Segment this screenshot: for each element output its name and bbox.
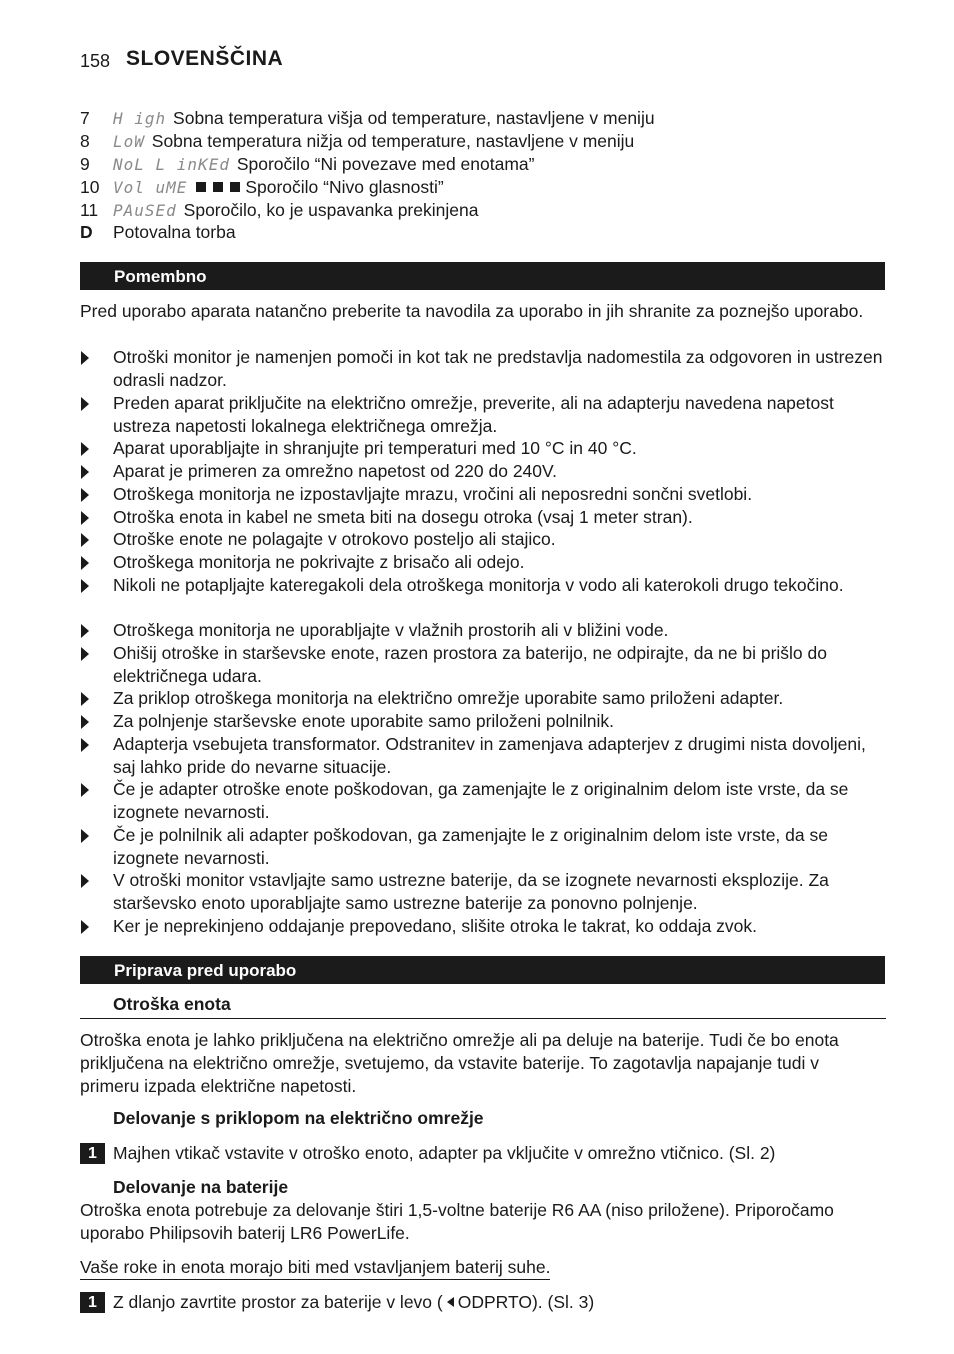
legend-number: 9 bbox=[80, 154, 90, 174]
bullet-arrow-icon bbox=[81, 829, 89, 843]
legend-number: 8 bbox=[80, 131, 90, 151]
lcd-display-text: PAuSEd bbox=[113, 201, 177, 220]
section-title: Priprava pred uporabo bbox=[114, 961, 297, 980]
bullet-text: V otroški monitor vstavljajte samo ustrezne baterije, da se izognete nevarnosti eksplozije. Za starševsko enoto uporabljajte samo ustrezne baterije za ponovno polnjenje. bbox=[113, 870, 829, 913]
step-text: Majhen vtikač vstavite v otroško enoto, adapter pa vključite v omrežno vtičnico. (Sl. 2) bbox=[113, 1143, 776, 1163]
page-number: 158 bbox=[80, 51, 111, 71]
step-text bbox=[113, 1291, 888, 1314]
legend-text: Sobna temperatura nižja od temperature, nastavljene v meniju bbox=[151, 131, 635, 151]
bullet-arrow-icon bbox=[81, 397, 89, 411]
bullet-text: Če je polnilnik ali adapter poškodovan, ga zamenjajte le z originalnim delom iste vrste, da se izognete nevarnosti. bbox=[113, 825, 828, 868]
bullet-text: Otroška enota in kabel ne smeta biti na dosegu otroka (vsaj 1 meter stran). bbox=[113, 507, 693, 527]
legend-text: Potovalna torba bbox=[113, 222, 236, 242]
bullet-arrow-icon bbox=[81, 556, 89, 570]
legend-item bbox=[80, 221, 900, 244]
bullet-text: Aparat je primeren za omrežno napetost od 220 do 240V. bbox=[113, 461, 557, 481]
legend-item bbox=[80, 153, 900, 176]
bullet-arrow-icon bbox=[81, 442, 89, 456]
bullet-arrow-icon bbox=[81, 351, 89, 365]
bullet-text: Otroški monitor je namenjen pomoči in kot tak ne predstavlja nadomestila za odgovoren in ustrezen odrasli nadzor. bbox=[113, 347, 883, 390]
mains-heading: Delovanje s priklopom na električno omrežje bbox=[113, 1108, 484, 1128]
legend-number: D bbox=[80, 222, 93, 242]
bullet-text: Otroškega monitorja ne uporabljajte v vlažnih prostorih ali v bližini vode. bbox=[113, 620, 669, 640]
step-number-badge: 1 bbox=[80, 1292, 105, 1313]
important-intro: Pred uporabo aparata natančno preberite ta navodila za uporabo in jih shranite za poznejšo uporabo. bbox=[80, 301, 864, 321]
section-title: Pomembno bbox=[114, 267, 207, 286]
bullet-text: Otroškega monitorja ne izpostavljajte mrazu, vročini ali neposredni sončni svetlobi. bbox=[113, 484, 753, 504]
bullet-arrow-icon bbox=[81, 533, 89, 547]
legend-item bbox=[80, 199, 900, 222]
step-text-start: Z dlanjo zavrtite prostor za baterije v levo ( bbox=[113, 1292, 443, 1312]
section-bar-important bbox=[80, 262, 885, 290]
bullet-arrow-icon bbox=[81, 783, 89, 797]
bullet-arrow-icon bbox=[81, 715, 89, 729]
section-bar-preparation bbox=[80, 956, 885, 984]
bullet-text: Ker je neprekinjeno oddajanje prepovedano, slišite otroka le takrat, ko oddaja zvok. bbox=[113, 916, 758, 936]
legend-item bbox=[80, 107, 900, 130]
bullet-text: Če je adapter otroške enote poškodovan, ga zamenjajte le z originalnim delom iste vrste, da se izognete nevarnosti. bbox=[113, 779, 849, 822]
lcd-display-text: H igh bbox=[113, 109, 167, 128]
bullet-arrow-icon bbox=[81, 465, 89, 479]
bullet-text: Otroškega monitorja ne pokrivajte z brisačo ali odejo. bbox=[113, 552, 525, 572]
legend-number: 10 bbox=[80, 177, 100, 197]
divider bbox=[80, 1018, 886, 1019]
lcd-display-text: LoW bbox=[113, 132, 145, 151]
legend-number: 7 bbox=[80, 108, 90, 128]
step-text-end: ODPRTO). (Sl. 3) bbox=[457, 1292, 595, 1312]
legend-text: Sporočilo, ko je uspavanka prekinjena bbox=[183, 200, 479, 220]
step-number-badge: 1 bbox=[80, 1143, 105, 1164]
legend-number: 11 bbox=[80, 200, 99, 220]
bullet-arrow-icon bbox=[81, 874, 89, 888]
bullet-arrow-icon bbox=[81, 624, 89, 638]
lcd-display-text: NoL L inKEd bbox=[113, 155, 230, 174]
volume-square-icon bbox=[213, 182, 223, 192]
bullet-arrow-icon bbox=[81, 579, 89, 593]
bullet-text: Adapterja vsebujeta transformator. Odstranitev in zamenjava adapterjev z drugimi nista dovoljeni, saj lahko pride do nevarne situacije. bbox=[113, 734, 866, 777]
bullet-arrow-icon bbox=[81, 692, 89, 706]
legend-item bbox=[80, 176, 900, 199]
bullet-text: Otroške enote ne polagajte v otrokovo posteljo ali stajico. bbox=[113, 529, 556, 549]
bullet-arrow-icon bbox=[81, 647, 89, 661]
legend-text: Sporočilo “Ni povezave med enotama” bbox=[236, 154, 535, 174]
bullet-arrow-icon bbox=[81, 488, 89, 502]
lcd-display-text: Vol uME bbox=[113, 178, 188, 197]
battery-note-text: Vaše roke in enota morajo biti med vstavljanjem baterij suhe. bbox=[80, 1257, 550, 1280]
bullet-arrow-icon bbox=[81, 511, 89, 525]
bullet-text: Za polnjenje starševske enote uporabite samo priloženi polnilnik. bbox=[113, 711, 614, 731]
bullet-text: Nikoli ne potapljajte kateregakoli dela otroškega monitorja v vodo ali katerokoli drugo tekočino. bbox=[113, 575, 844, 595]
bullet-text: Ohišij otroške in starševske enote, razen prostora za baterijo, ne odpirajte, da ne bi prišlo do električnega udara. bbox=[113, 643, 827, 686]
bullet-text: Za priklop otroškega monitorja na električno omrežje uporabite samo priloženi adapter. bbox=[113, 688, 784, 708]
battery-note bbox=[80, 1256, 880, 1279]
legend-text: Sobna temperatura višja od temperature, nastavljene v meniju bbox=[173, 108, 655, 128]
bullet-text: Aparat uporabljajte in shranjujte pri temperaturi med 10 °C in 40 °C. bbox=[113, 438, 637, 458]
language-heading: SLOVENŠČINA bbox=[126, 47, 284, 70]
volume-square-icon bbox=[230, 182, 240, 192]
bullet-text: Preden aparat priključite na električno omrežje, preverite, ali na adapterju navedena napetost ustreza napetosti lokalnega električnega omrežja. bbox=[113, 393, 834, 436]
bullet-arrow-icon bbox=[81, 738, 89, 752]
legend-item bbox=[80, 130, 900, 153]
battery-heading: Delovanje na baterije bbox=[113, 1177, 289, 1197]
prep-intro: Otroška enota je lahko priključena na električno omrežje ali pa deluje na baterije. Tudi če bo enota priključena na električno omrežje, svetujemo, da vstavite baterije. To zagotavlja napajanje tudi v primeru izpada električne napetosti. bbox=[80, 1030, 839, 1096]
subsection-title: Otroška enota bbox=[113, 994, 231, 1014]
battery-text: Otroška enota potrebuje za delovanje štiri 1,5-voltne baterije R6 AA (niso priložene). Priporočamo uporabo Philipsovih baterij LR6 PowerLife. bbox=[80, 1200, 834, 1243]
legend-text: Sporočilo “Nivo glasnosti” bbox=[245, 177, 444, 197]
arrow-left-icon bbox=[447, 1297, 454, 1307]
volume-square-icon bbox=[196, 182, 206, 192]
bullet-arrow-icon bbox=[81, 920, 89, 934]
